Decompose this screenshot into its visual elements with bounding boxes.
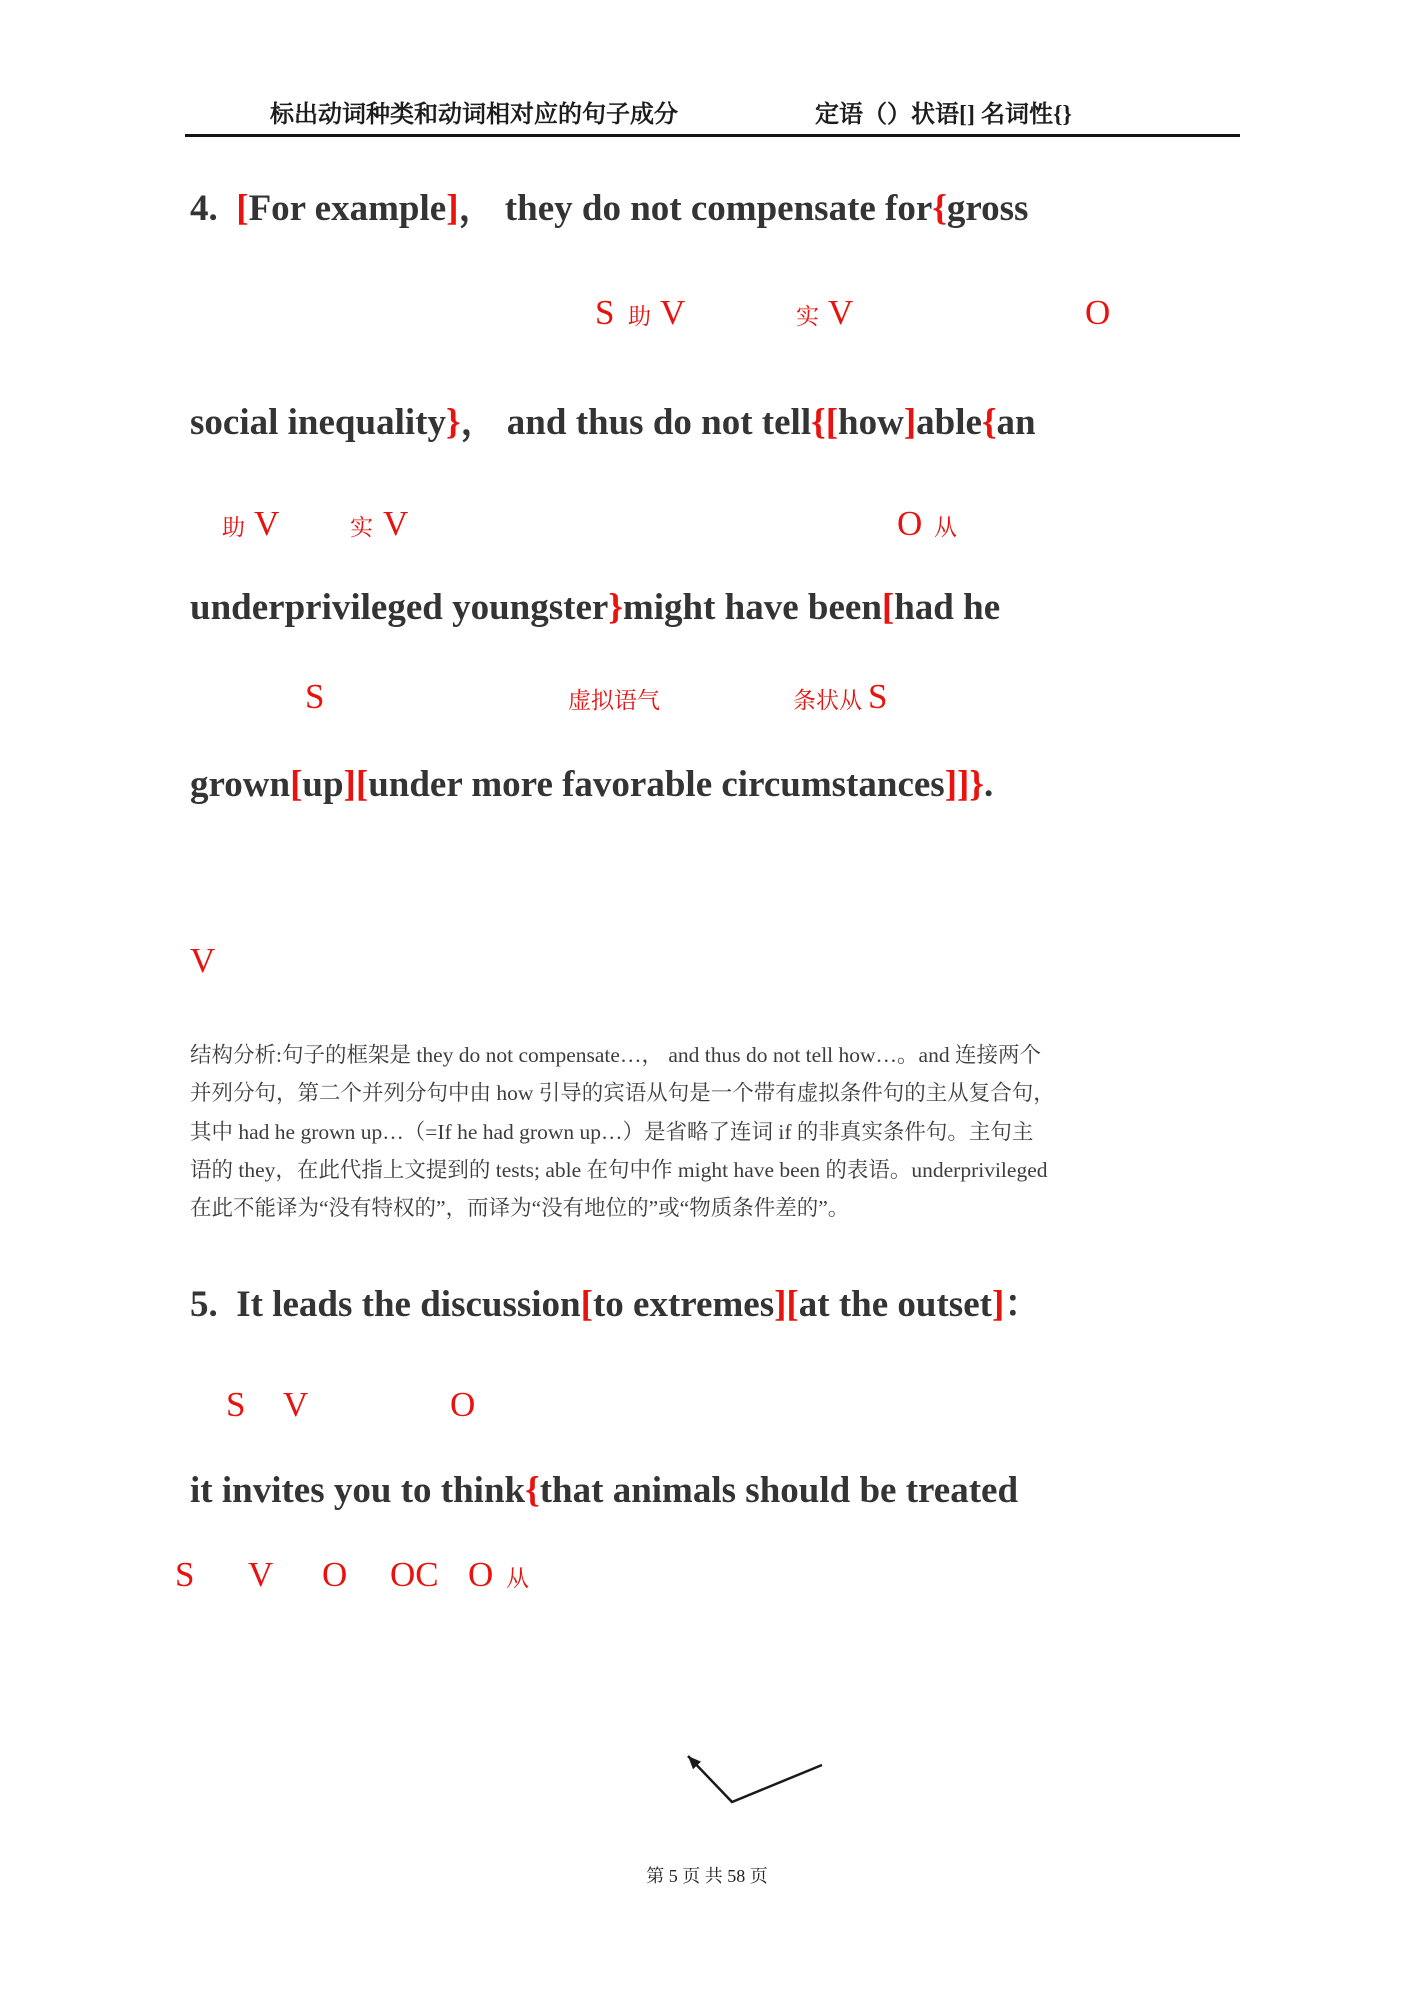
bracket-mark: ]	[446, 188, 459, 229]
sentence-text: up	[302, 764, 344, 805]
annotation-row	[0, 1556, 1414, 1602]
sentence-line	[190, 1468, 1018, 1514]
bracket-mark: [	[881, 587, 895, 628]
grammar-mark: 从	[506, 1566, 529, 1591]
header-right-legend: 定语（）状语[] 名词性{}	[815, 102, 1072, 128]
bracket-mark: ]	[903, 402, 917, 443]
sentence-text: how	[838, 402, 904, 443]
analysis-line: 并列分句，第二个并列分句中由 how 引导的宾语从句是一个带有虚拟条件句的主从复合句，	[190, 1081, 1055, 1105]
grammar-mark: 实	[796, 304, 819, 329]
bracket-mark: [	[580, 1284, 593, 1325]
bracket-mark: ][	[774, 1284, 799, 1325]
bracket-mark: ]]}	[944, 764, 984, 805]
header-rule	[185, 134, 1240, 137]
annotation-row	[0, 942, 1414, 988]
grammar-mark: 条状从	[793, 688, 862, 713]
grammar-mark: 助	[628, 304, 651, 329]
sentence-line	[190, 762, 993, 808]
grammar-mark: O	[322, 1555, 348, 1594]
sentence-text: had he	[894, 587, 1001, 628]
grammar-mark: 从	[934, 515, 957, 540]
bracket-mark: {	[932, 188, 947, 229]
bracket-mark: }	[608, 587, 623, 628]
bracket-mark: {[	[811, 402, 839, 443]
bracket-mark: ]	[991, 1284, 1005, 1325]
sentence-text: ， and thus do not tell	[460, 402, 812, 443]
sentence-text: ， they do not compensate for	[458, 188, 933, 229]
bracket-mark: }	[445, 402, 461, 443]
annotation-row	[0, 294, 1414, 340]
sentence-text: ：	[1004, 1284, 1042, 1325]
bracket-mark: [	[290, 764, 303, 805]
grammar-mark: V	[283, 1385, 309, 1424]
analysis-line: 其中 had he grown up…（=If he had grown up…）是省略了连词 if 的非真实条件句。主句主	[190, 1120, 1034, 1144]
grammar-mark: 助	[222, 515, 245, 540]
grammar-mark: O	[1085, 293, 1111, 332]
sentence-text: it invites you to think	[190, 1470, 526, 1511]
bracket-mark: [	[236, 188, 249, 229]
grammar-mark: S	[595, 293, 615, 332]
sentence-line	[190, 585, 1000, 631]
grammar-mark: S	[226, 1385, 246, 1424]
grammar-mark: OC	[390, 1555, 439, 1594]
sentence-text: social inequality	[190, 402, 446, 443]
hand-drawn-arrow-icon	[640, 1738, 840, 1818]
grammar-mark: 实	[350, 515, 373, 540]
sentence-text: gross	[946, 188, 1029, 229]
grammar-mark: O	[468, 1555, 494, 1594]
bracket-mark: {	[981, 402, 997, 443]
grammar-mark: V	[190, 941, 216, 980]
sentence-text: For example	[248, 188, 447, 229]
sentence-text: 5. It leads the discussion	[190, 1284, 581, 1325]
annotation-row	[0, 678, 1414, 724]
bracket-mark: {	[525, 1470, 540, 1511]
sentence-line	[190, 400, 1036, 446]
sentence-line	[190, 1282, 1041, 1328]
grammar-mark: S	[175, 1555, 195, 1594]
sentence-text: able	[916, 402, 982, 443]
grammar-mark: S	[305, 677, 325, 716]
grammar-mark: S	[868, 677, 888, 716]
annotation-row	[0, 505, 1414, 551]
grammar-mark: V	[660, 293, 686, 332]
grammar-mark: O	[450, 1385, 476, 1424]
analysis-line: 语的 they，在此代指上文提到的 tests; able 在句中作 might have been 的表语。underprivileged	[190, 1158, 1048, 1182]
sentence-text: underprivileged youngster	[190, 587, 609, 628]
grammar-mark: V	[254, 504, 280, 543]
annotation-row	[0, 1386, 1414, 1432]
bracket-mark: ][	[343, 764, 369, 805]
sentence-text: that animals should be treated	[539, 1470, 1019, 1511]
sentence-text: might have been	[622, 587, 882, 628]
grammar-mark: V	[248, 1555, 274, 1594]
page-footer: 第 5 页 共 58 页	[646, 1866, 768, 1886]
analysis-line: 结构分析:句子的框架是 they do not compensate…， and thus do not tell how…。and 连接两个	[190, 1043, 1041, 1067]
sentence-text: to extremes	[592, 1284, 775, 1325]
sentence-text: at the outset	[798, 1284, 992, 1325]
sentence-line	[190, 186, 1028, 232]
sentence-text: .	[983, 764, 994, 805]
sentence-text: 4.	[190, 188, 237, 229]
grammar-mark: V	[828, 293, 854, 332]
analysis-line: 在此不能译为“没有特权的”，而译为“没有地位的”或“物质条件差的”。	[190, 1196, 850, 1220]
sentence-text: an	[996, 402, 1036, 443]
sentence-text: under more favorable circumstances	[368, 764, 945, 805]
grammar-mark: O	[897, 504, 923, 543]
header-left-text: 标出动词种类和动词相对应的句子成分	[270, 102, 678, 128]
grammar-mark: 虚拟语气	[568, 688, 660, 713]
sentence-text: grown	[190, 764, 291, 805]
grammar-mark: V	[383, 504, 409, 543]
